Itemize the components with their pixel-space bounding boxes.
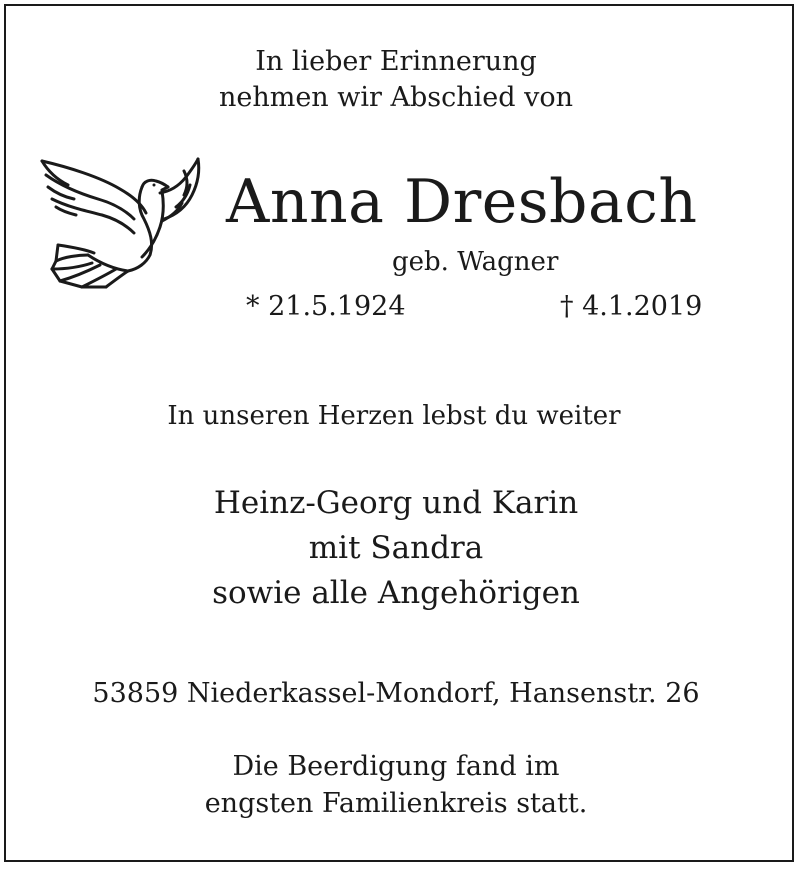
mourners-line-2: mit Sandra: [308, 530, 484, 566]
birth-date: * 21.5.1924: [246, 291, 406, 322]
deceased-name: Anna Dresbach: [226, 167, 698, 237]
mourners-line-3: sowie alle Angehörigen: [212, 575, 580, 611]
maiden-name: geb. Wagner: [392, 247, 559, 277]
intro-line-2: nehmen wir Abschied von: [218, 82, 574, 113]
death-date: † 4.1.2019: [560, 291, 703, 322]
mourners-line-1: Heinz-Georg und Karin: [213, 485, 579, 521]
motto-line: In unseren Herzen lebst du weiter: [167, 401, 621, 431]
funeral-line-2: engsten Familienkreis statt.: [204, 788, 588, 819]
dove-icon: [38, 157, 204, 289]
intro-line-1: In lieber Erinnerung: [255, 46, 537, 77]
address-line: 53859 Niederkassel-Mondorf, Hansenstr. 26: [92, 678, 700, 709]
funeral-line-1: Die Beerdigung fand im: [232, 751, 560, 782]
